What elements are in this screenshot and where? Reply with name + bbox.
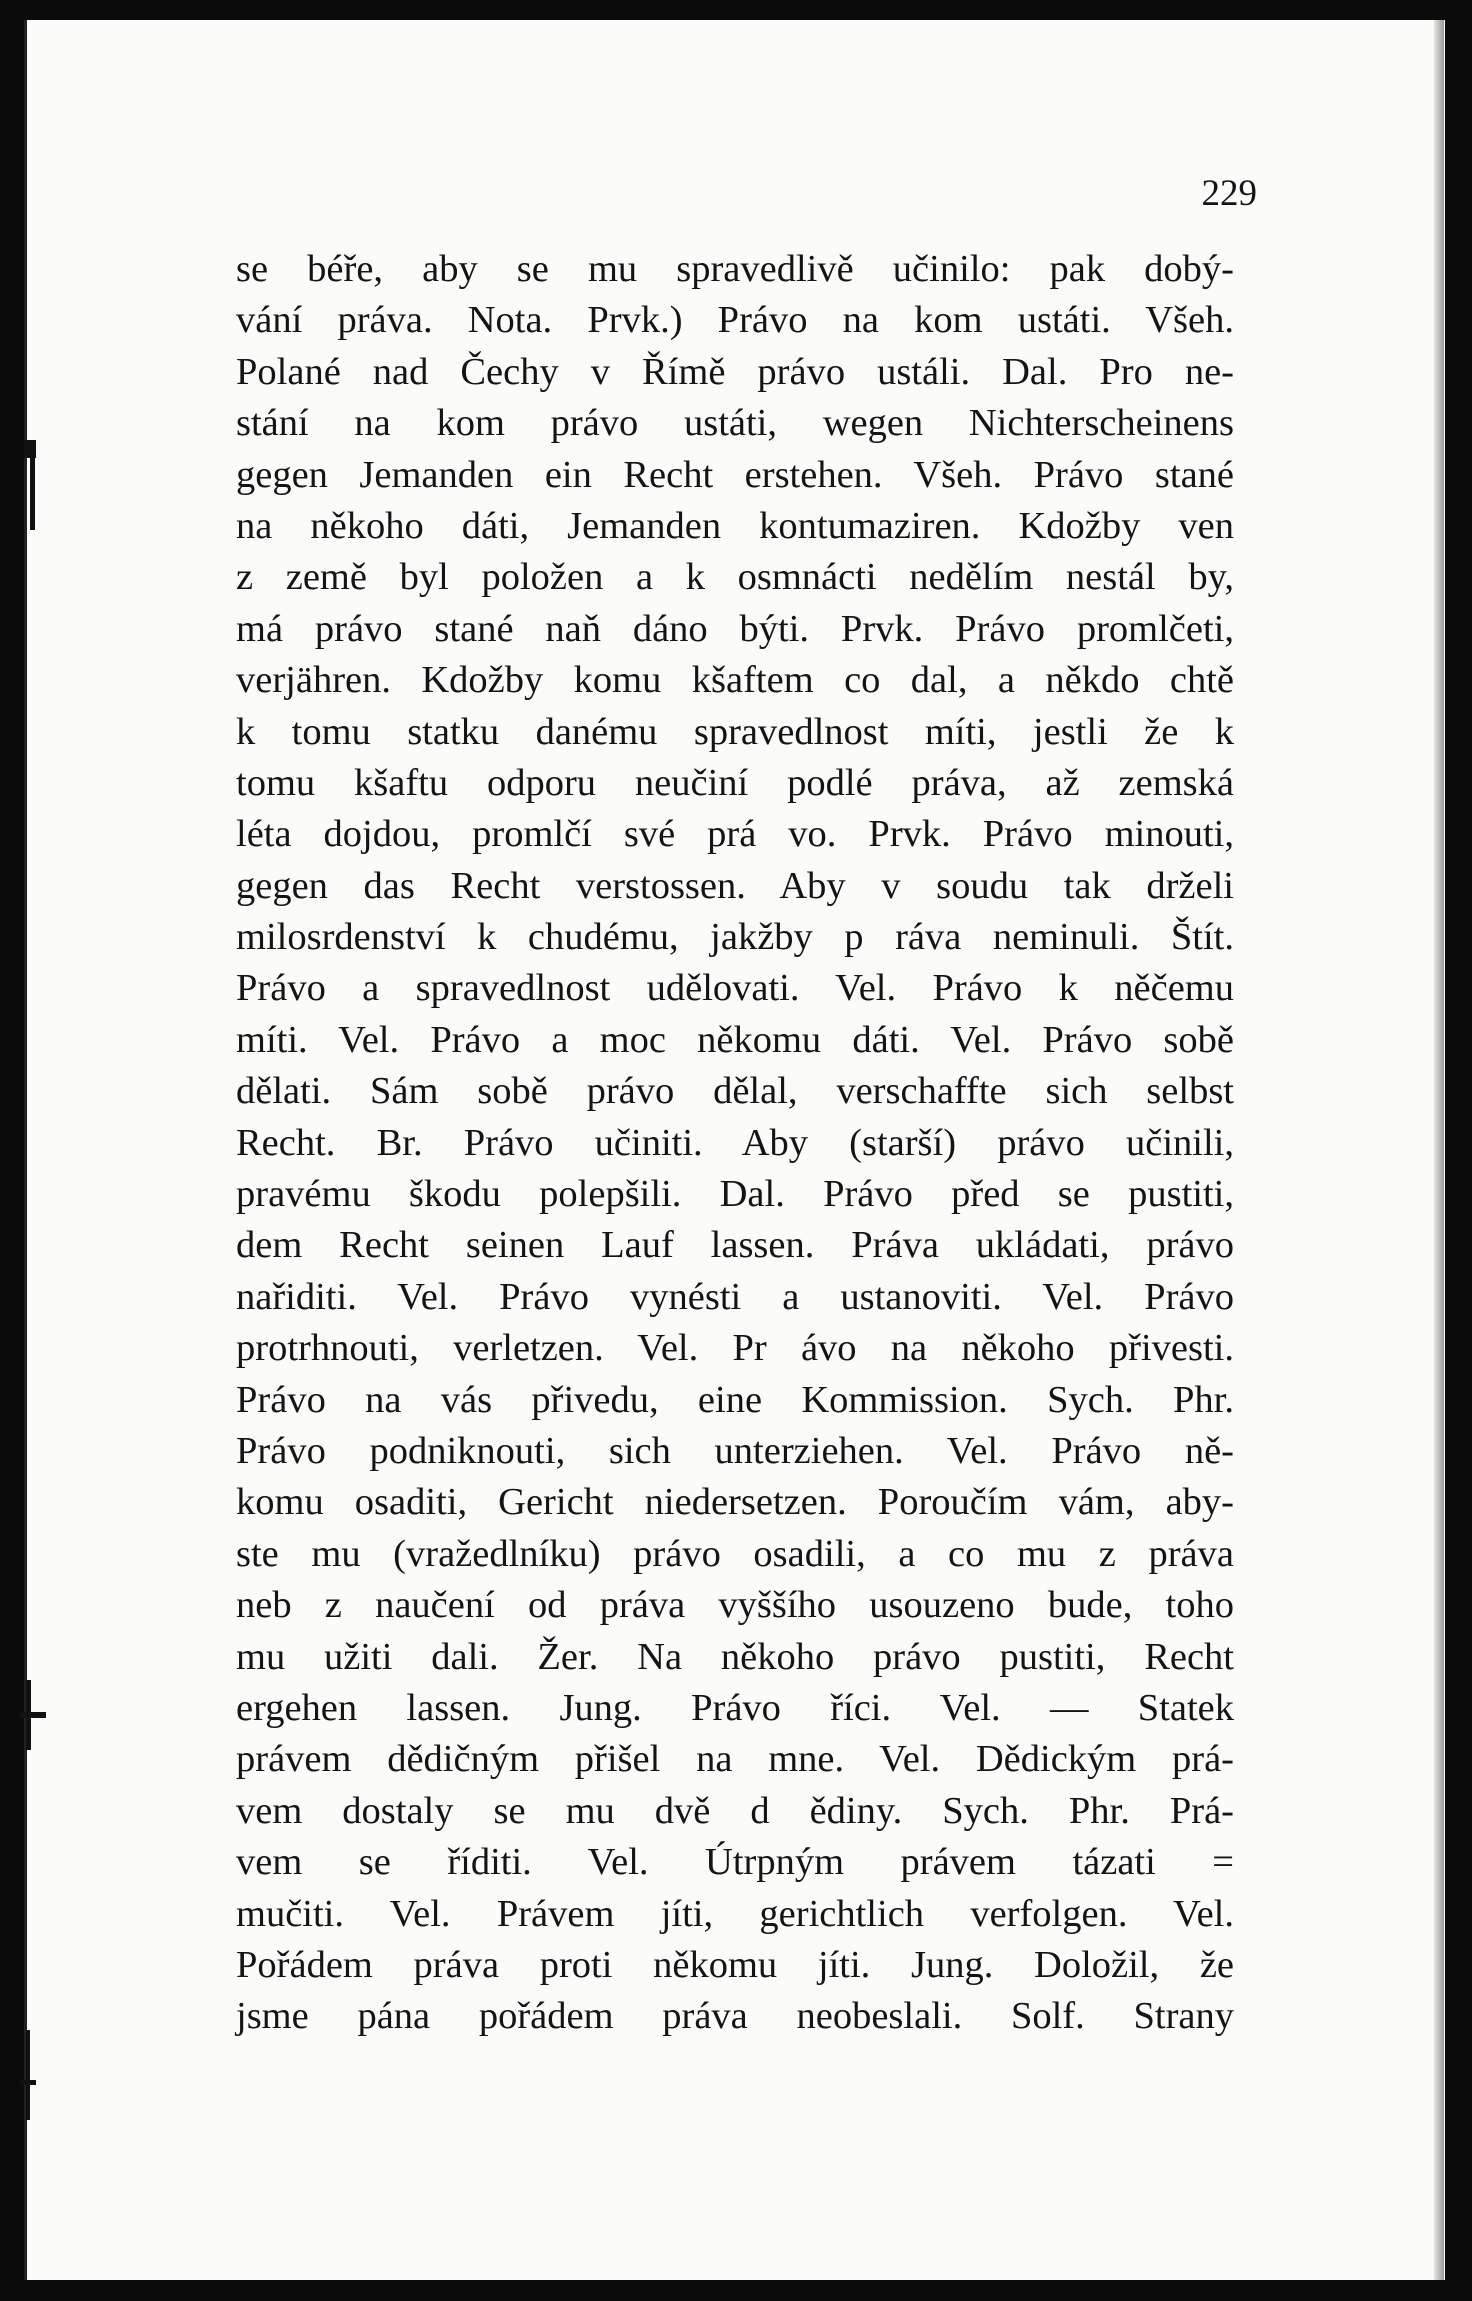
text-line: mu užiti dali. Žer. Na někoho právo pustiti, Recht bbox=[236, 1635, 1234, 1678]
page-number: 229 bbox=[1201, 173, 1257, 214]
binding-mark-middle-stem bbox=[26, 1680, 31, 1750]
text-line: komu osaditi, Gericht niedersetzen. Poroučím vám, aby- bbox=[236, 1481, 1234, 1524]
text-line: vání práva. Nota. Prvk.) Právo na kom ustáti. Všeh. bbox=[236, 299, 1234, 342]
text-line: z země byl položen a k osmnácti nedělím nestál by, bbox=[236, 556, 1234, 599]
text-line: k tomu statku danému spravedlnost míti, jestli že k bbox=[236, 710, 1234, 753]
body-text bbox=[236, 244, 1234, 2043]
text-line: na někoho dáti, Jemanden kontumaziren. Kdožby ven bbox=[236, 504, 1234, 547]
binding-mark-bottom-stem bbox=[26, 2030, 30, 2120]
text-line: právem dědičným přišel na mne. Vel. Dědickým prá- bbox=[236, 1738, 1234, 1781]
text-line: vem se říditi. Vel. Útrpným právem tázati = bbox=[236, 1841, 1234, 1884]
binding-mark-middle bbox=[20, 1712, 46, 1718]
text-line: léta dojdou, promlčí své prá vo. Prvk. Právo minouti, bbox=[236, 813, 1234, 856]
text-line: neb z naučení od práva vyššího usouzeno bude, toho bbox=[236, 1584, 1234, 1627]
text-line: Recht. Br. Právo učiniti. Aby (starší) právo učinili, bbox=[236, 1121, 1234, 1164]
text-line: tomu kšaftu odporu neučiní podlé práva, až zemská bbox=[236, 761, 1234, 804]
text-line: nařiditi. Vel. Právo vynésti a ustanoviti. Vel. Právo bbox=[236, 1275, 1234, 1318]
text-line: pravému škodu polepšili. Dal. Právo před se pustiti, bbox=[236, 1173, 1234, 1216]
text-line: Právo a spravedlnost udělovati. Vel. Právo k něčemu bbox=[236, 967, 1234, 1010]
text-line: stání na kom právo ustáti, wegen Nichterscheinens bbox=[236, 402, 1234, 445]
text-line: vem dostaly se mu dvě d ědiny. Sych. Phr. Prá- bbox=[236, 1789, 1234, 1832]
text-line: gegen Jemanden ein Recht erstehen. Všeh. Právo stané bbox=[236, 453, 1234, 496]
text-line: dělati. Sám sobě právo dělal, verschaffte sich selbst bbox=[236, 1070, 1234, 1113]
text-line: míti. Vel. Právo a moc někomu dáti. Vel. Právo sobě bbox=[236, 1018, 1234, 1061]
text-line: mučiti. Vel. Právem jíti, gerichtlich verfolgen. Vel. bbox=[236, 1892, 1234, 1935]
text-line: ste mu (vražedlníku) právo osadili, a co mu z práva bbox=[236, 1532, 1234, 1575]
text-line: se béře, aby se mu spravedlivě učinilo: pak dobý- bbox=[236, 248, 1234, 290]
text-line: gegen das Recht verstossen. Aby v soudu tak drželi bbox=[236, 864, 1234, 907]
text-line: ergehen lassen. Jung. Právo říci. Vel. — Statek bbox=[236, 1686, 1234, 1729]
text-line: jsme pána pořádem práva neobeslali. Solf. Strany bbox=[236, 1995, 1234, 2038]
text-line: Pořádem práva proti někomu jíti. Jung. Doložil, že bbox=[236, 1943, 1234, 1986]
page-edge-shadow bbox=[1434, 20, 1444, 2280]
binding-mark-top-stem bbox=[30, 440, 35, 530]
text-line: Právo podniknouti, sich unterziehen. Vel. Právo ně- bbox=[236, 1429, 1234, 1472]
text-line: má právo stané naň dáno býti. Prvk. Právo promlčeti, bbox=[236, 607, 1234, 650]
text-line: milosrdenství k chudému, jakžby p ráva neminuli. Štít. bbox=[236, 916, 1234, 959]
text-line: dem Recht seinen Lauf lassen. Práva ukládati, právo bbox=[236, 1224, 1234, 1267]
text-line: Právo na vás přivedu, eine Kommission. Sych. Phr. bbox=[236, 1378, 1234, 1421]
text-line: verjähren. Kdožby komu kšaftem co dal, a někdo chtě bbox=[236, 659, 1234, 702]
text-line: Polané nad Čechy v Římě právo ustáli. Dal. Pro ne- bbox=[236, 350, 1234, 393]
text-line: protrhnouti, verletzen. Vel. Pr ávo na někoho přivesti. bbox=[236, 1327, 1234, 1370]
